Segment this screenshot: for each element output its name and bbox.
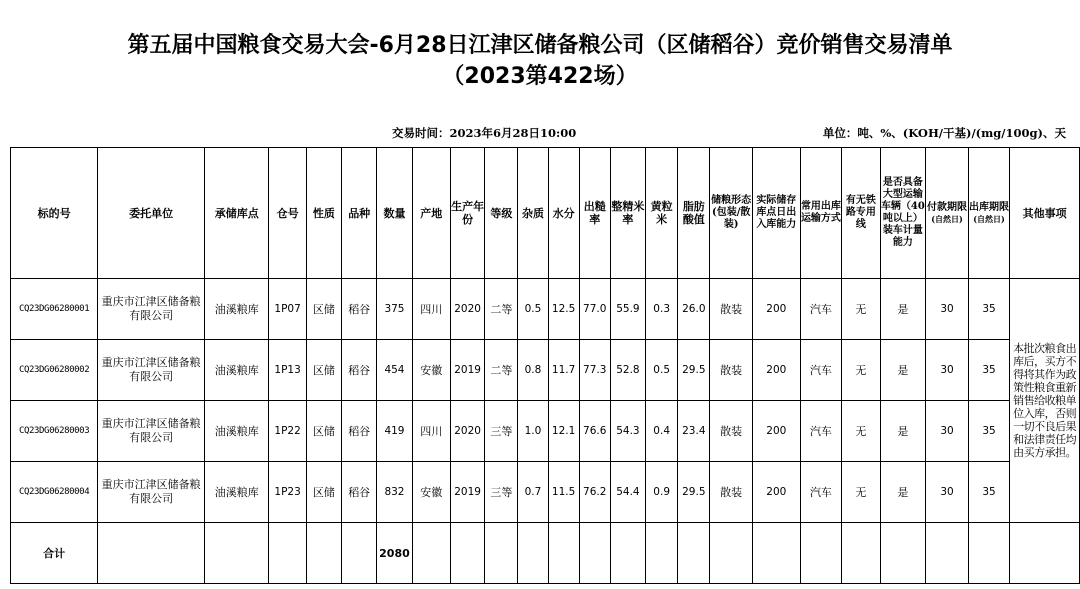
cell-daily-capacity: 200 [752,462,800,523]
cell-out-term: 35 [968,462,1010,523]
cell-whole-rice: 52.8 [610,340,645,401]
col-header-client: 委托单位 [98,148,205,279]
cell-whole-rice: 54.3 [610,401,645,462]
table-header-row [11,148,1080,279]
cell-origin: 安徽 [412,462,450,523]
cell-truck: 是 [880,401,926,462]
cell-truck: 是 [880,279,926,340]
col-header-lot: 标的号 [11,148,98,279]
cell-depot: 油溪粮库 [205,340,269,401]
cell-whole-rice: 55.9 [610,279,645,340]
cell-client: 重庆市江津区储备粮有限公司 [98,279,205,340]
total-row [11,523,1080,584]
col-header-year: 生产年份 [451,148,485,279]
cell-empty [579,523,610,584]
cell-origin: 安徽 [412,340,450,401]
cell-acid: 26.0 [678,279,710,340]
cell-acid: 29.5 [678,462,710,523]
cell-daily-capacity: 200 [752,401,800,462]
col-header-quantity: 数量 [377,148,412,279]
cell-total-quantity: 2080 [377,523,412,584]
cell-total-label: 合计 [11,523,98,584]
col-header-pay-term-label: 付款期限 [927,202,967,213]
cell-empty [880,523,926,584]
col-header-pay-term-sub: (自然日) [931,214,963,224]
cell-empty [968,523,1010,584]
col-header-husk-rate: 出糙率 [579,148,610,279]
cell-client: 重庆市江津区储备粮有限公司 [98,462,205,523]
cell-transport: 汽车 [800,340,842,401]
cell-bin: 1P23 [269,462,306,523]
cell-lot: CQ23DG06280002 [11,340,98,401]
col-header-railway: 有无铁路专用线 [842,148,880,279]
cell-variety: 稻谷 [342,279,377,340]
cell-transport: 汽车 [800,279,842,340]
cell-quantity: 419 [377,401,412,462]
cell-bin: 1P07 [269,279,306,340]
cell-nature: 区储 [306,279,341,340]
cell-variety: 稻谷 [342,340,377,401]
cell-bin: 1P22 [269,401,306,462]
col-header-moisture: 水分 [548,148,579,279]
cell-bin: 1P13 [269,340,306,401]
cell-year: 2019 [451,340,485,401]
table-row [11,462,1080,523]
cell-husk-rate: 77.0 [579,279,610,340]
col-header-pay-term [926,148,969,279]
cell-empty [342,523,377,584]
cell-storage-form: 散装 [710,279,753,340]
cell-year: 2020 [451,401,485,462]
col-header-grade: 等级 [485,148,518,279]
cell-moisture: 12.5 [548,279,579,340]
cell-empty [306,523,341,584]
cell-quantity: 832 [377,462,412,523]
cell-pay-term: 30 [926,462,969,523]
cell-nature: 区储 [306,340,341,401]
cell-yellow: 0.3 [646,279,678,340]
table-row [11,401,1080,462]
col-header-origin: 产地 [412,148,450,279]
col-header-yellow: 黄粒米 [646,148,678,279]
cell-yellow: 0.9 [646,462,678,523]
cell-year: 2019 [451,462,485,523]
cell-yellow: 0.5 [646,340,678,401]
col-header-impurity: 杂质 [518,148,548,279]
cell-empty [548,523,579,584]
cell-empty [610,523,645,584]
cell-pay-term: 30 [926,401,969,462]
cell-storage-form: 散装 [710,340,753,401]
cell-whole-rice: 54.4 [610,462,645,523]
cell-lot: CQ23DG06280003 [11,401,98,462]
cell-moisture: 12.1 [548,401,579,462]
cell-empty [926,523,969,584]
col-header-out-term-label: 出库期限 [969,202,1010,213]
trade-list-table [10,147,1080,584]
col-header-depot: 承储库点 [205,148,269,279]
cell-client: 重庆市江津区储备粮有限公司 [98,401,205,462]
cell-variety: 稻谷 [342,462,377,523]
cell-lot: CQ23DG06280001 [11,279,98,340]
col-header-nature: 性质 [306,148,341,279]
cell-impurity: 1.0 [518,401,548,462]
cell-empty [842,523,880,584]
title-line-1: 第五届中国粮食交易大会-6月28日江津区储备粮公司（区储稻谷）竞价销售交易清单 [127,33,953,58]
cell-origin: 四川 [412,279,450,340]
cell-empty [646,523,678,584]
cell-railway: 无 [842,340,880,401]
cell-out-term: 35 [968,279,1010,340]
cell-empty [485,523,518,584]
table-row [11,279,1080,340]
cell-grade: 二等 [485,279,518,340]
cell-out-term: 35 [968,401,1010,462]
col-header-other: 其他事项 [1010,148,1080,279]
cell-depot: 油溪粮库 [205,401,269,462]
cell-impurity: 0.8 [518,340,548,401]
cell-empty [518,523,548,584]
cell-empty [800,523,842,584]
col-header-storage-form: 储粮形态(包装/散装) [710,148,753,279]
cell-acid: 23.4 [678,401,710,462]
cell-quantity: 454 [377,340,412,401]
cell-grade: 三等 [485,462,518,523]
cell-impurity: 0.5 [518,279,548,340]
cell-grade: 二等 [485,340,518,401]
cell-pay-term: 30 [926,340,969,401]
col-header-bin: 仓号 [269,148,306,279]
cell-empty [205,523,269,584]
cell-empty [1010,523,1080,584]
cell-yellow: 0.4 [646,401,678,462]
cell-empty [678,523,710,584]
cell-husk-rate: 76.2 [579,462,610,523]
cell-transport: 汽车 [800,401,842,462]
cell-empty [269,523,306,584]
cell-nature: 区储 [306,401,341,462]
cell-lot: CQ23DG06280004 [11,462,98,523]
cell-depot: 油溪粮库 [205,462,269,523]
cell-year: 2020 [451,279,485,340]
col-header-whole-rice: 整精米率 [610,148,645,279]
cell-quantity: 375 [377,279,412,340]
col-header-acid: 脂肪酸值 [678,148,710,279]
cell-acid: 29.5 [678,340,710,401]
cell-empty [412,523,450,584]
cell-daily-capacity: 200 [752,279,800,340]
cell-storage-form: 散装 [710,462,753,523]
page-title [0,30,1080,92]
cell-railway: 无 [842,462,880,523]
table-row [11,340,1080,401]
trade-time: 交易时间：2023年6月28日10:00 [392,126,577,140]
title-line-2: （2023第422场） [442,64,638,89]
cell-origin: 四川 [412,401,450,462]
cell-moisture: 11.5 [548,462,579,523]
col-header-out-term-sub: (自然日) [973,214,1005,224]
cell-pay-term: 30 [926,279,969,340]
cell-out-term: 35 [968,340,1010,401]
cell-transport: 汽车 [800,462,842,523]
cell-empty [752,523,800,584]
cell-truck: 是 [880,462,926,523]
cell-truck: 是 [880,340,926,401]
cell-railway: 无 [842,279,880,340]
cell-impurity: 0.7 [518,462,548,523]
col-header-daily-capacity: 实际储存库点日出入库能力 [752,148,800,279]
cell-other-note: 本批次粮食出库后，买方不得将其作为政策性粮食重新销售给收粮单位入库，否则一切不良后果和法律责任均由买方承担。 [1010,279,1080,523]
col-header-transport: 常用出库运输方式 [800,148,842,279]
col-header-truck: 是否具备大型运输车辆（40吨以上）装车计量能力 [880,148,926,279]
cell-moisture: 11.7 [548,340,579,401]
cell-grade: 三等 [485,401,518,462]
cell-client: 重庆市江津区储备粮有限公司 [98,340,205,401]
cell-railway: 无 [842,401,880,462]
units-note: 单位：吨、%、(KOH/干基)/(mg/100g)、天 [822,126,1066,140]
col-header-variety: 品种 [342,148,377,279]
cell-depot: 油溪粮库 [205,279,269,340]
cell-empty [710,523,753,584]
cell-husk-rate: 76.6 [579,401,610,462]
cell-empty [451,523,485,584]
col-header-out-term [968,148,1010,279]
cell-husk-rate: 77.3 [579,340,610,401]
cell-storage-form: 散装 [710,401,753,462]
cell-empty [98,523,205,584]
cell-nature: 区储 [306,462,341,523]
cell-variety: 稻谷 [342,401,377,462]
cell-daily-capacity: 200 [752,340,800,401]
